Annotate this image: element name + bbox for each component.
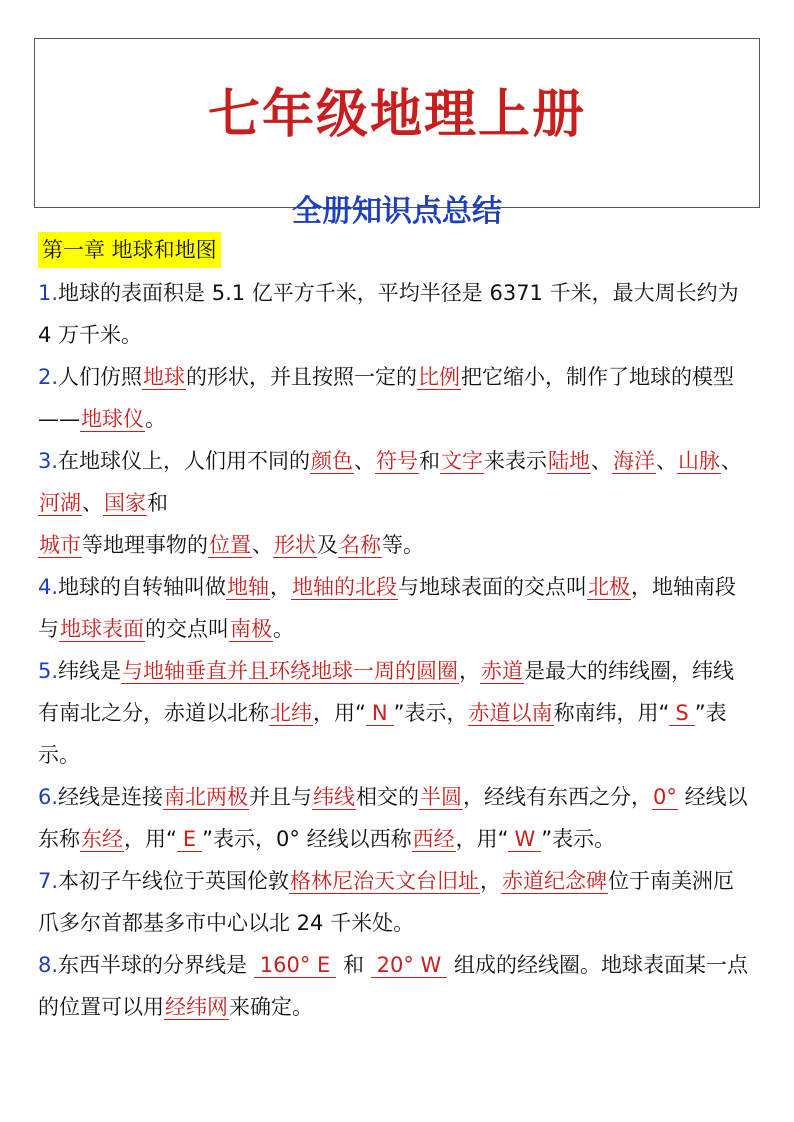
- item-number: 2.: [38, 365, 59, 389]
- answer-blank: 地球: [143, 365, 186, 389]
- answer-blank: 国家: [104, 491, 146, 515]
- item-text: 地球的表面积是 5.1 亿平方千米，平均半径是 6371 千米，最大周长约为 4 万千米。: [38, 281, 739, 347]
- item-text: ，: [459, 659, 481, 683]
- answer-blank: 与地轴垂直并且环绕地球一周的圆圈: [122, 659, 459, 683]
- answer-blank: 河湖: [39, 491, 81, 515]
- item-text: 、: [656, 449, 678, 473]
- item-text: 本初子午线位于英国伦敦: [58, 869, 290, 893]
- page-subtitle: 全册知识点总结: [292, 194, 502, 229]
- answer-blank: 符号: [376, 449, 419, 473]
- answer-blank: 地球表面: [60, 617, 144, 641]
- item-text: ，: [480, 869, 502, 893]
- answer-blank: 格林尼治天文台旧址: [290, 869, 480, 893]
- item-text: 和: [336, 953, 371, 977]
- item-number: 6.: [38, 785, 59, 809]
- title-box: [34, 38, 760, 229]
- item-number: 7.: [38, 869, 59, 893]
- item-text: 人们仿照: [58, 365, 143, 389]
- answer-blank: 山脉: [678, 449, 721, 473]
- item-number: 4.: [38, 575, 59, 599]
- item-text: ”表示，: [393, 701, 468, 725]
- knowledge-item: [38, 776, 754, 860]
- item-number: 5.: [38, 659, 59, 683]
- item-number: 8.: [38, 953, 59, 977]
- item-text: 、: [591, 449, 613, 473]
- item-text: 把它缩小，制作了地球的模型——: [38, 365, 735, 431]
- knowledge-item: [38, 944, 754, 1028]
- item-text: 地球的自转轴叫做: [58, 575, 227, 599]
- item-text: 称南纬，用“: [553, 701, 670, 725]
- item-text: 、: [82, 491, 103, 515]
- answer-blank: 形状: [274, 533, 316, 557]
- item-text: 。: [145, 407, 166, 431]
- item-text: ，用“: [313, 701, 366, 725]
- answer-blank: 经纬网: [165, 995, 228, 1019]
- item-text: ”表示，0° 经线以西称: [202, 827, 412, 851]
- item-text: 经线是连接: [58, 785, 164, 809]
- answer-blank: N: [366, 701, 394, 726]
- answer-blank: 地轴: [227, 575, 270, 599]
- answer-blank: 南极: [230, 617, 272, 641]
- item-text: 是最大的纬线圈，纬线有南北之分，赤道以北称: [38, 659, 735, 725]
- answer-blank: 纬线: [313, 785, 356, 809]
- item-text: 和: [147, 491, 168, 515]
- knowledge-item: [38, 440, 754, 566]
- item-text: 等。: [382, 533, 424, 557]
- item-text: 来确定。: [229, 995, 313, 1019]
- page-title: 七年级地理上册: [207, 84, 586, 145]
- knowledge-item: [38, 566, 754, 650]
- item-text: ”表示。: [541, 827, 616, 851]
- item-text: 位于南美洲厄爪多尔首都基多市中心以北 24 千米处。: [38, 869, 735, 935]
- knowledge-item: [38, 650, 754, 776]
- knowledge-list: [38, 272, 754, 1028]
- answer-blank: 地球仪: [81, 407, 144, 431]
- answer-blank: 北纬: [270, 701, 312, 725]
- item-text: 、: [252, 533, 273, 557]
- answer-blank: 比例: [418, 365, 461, 389]
- item-number: 1.: [38, 281, 59, 305]
- item-text: 相交的: [356, 785, 420, 809]
- answer-blank: 文字: [441, 449, 484, 473]
- item-number: 3.: [38, 449, 59, 473]
- item-text: 来表示: [484, 449, 548, 473]
- item-text: ”表示。: [38, 701, 727, 767]
- answer-blank: 赤道纪念碑: [502, 869, 608, 893]
- item-text: 组成的经线圈。地球表面某一点的位置可以用: [38, 953, 748, 1019]
- answer-blank: 颜色: [311, 449, 354, 473]
- answer-blank: 北极: [588, 575, 631, 599]
- item-text: 。: [273, 617, 294, 641]
- knowledge-item: [38, 272, 754, 356]
- answer-blank: 0°: [653, 785, 677, 809]
- item-text: ，经线有东西之分，: [463, 785, 653, 809]
- answer-blank: 东经: [81, 827, 123, 851]
- answer-blank: 南北两极: [164, 785, 249, 809]
- item-text: 并且与: [249, 785, 313, 809]
- answer-blank: 城市: [39, 533, 81, 557]
- answer-blank: 赤道: [481, 659, 524, 683]
- item-text: 纬线是: [58, 659, 122, 683]
- item-text: ，地轴南段与: [38, 575, 737, 641]
- answer-blank: 陆地: [548, 449, 591, 473]
- item-text: 、: [354, 449, 376, 473]
- item-text: 在地球仪上，人们用不同的: [58, 449, 311, 473]
- answer-blank: E: [177, 827, 202, 852]
- answer-blank: 赤道以南: [468, 701, 553, 725]
- answer-blank: 地轴的北段: [292, 575, 398, 599]
- answer-blank: S: [669, 701, 694, 726]
- item-text: 经线以东称: [38, 785, 748, 851]
- answer-blank: 160° E: [254, 953, 337, 978]
- item-text: 及: [317, 533, 338, 557]
- item-text: 等地理事物的: [82, 533, 208, 557]
- item-text: 和: [419, 449, 441, 473]
- answer-blank: 海洋: [613, 449, 656, 473]
- item-text: 东西半球的分界线是: [58, 953, 254, 977]
- item-text: 的交点叫: [145, 617, 229, 641]
- item-text: ，用“: [124, 827, 177, 851]
- item-text: 与地球表面的交点叫: [398, 575, 588, 599]
- answer-blank: W: [508, 827, 541, 852]
- item-text: 、: [721, 449, 743, 473]
- item-text: ，: [270, 575, 292, 599]
- chapter-heading: 第一章 地球和地图: [38, 232, 221, 268]
- answer-blank: 西经: [412, 827, 455, 851]
- answer-blank: 名称: [339, 533, 381, 557]
- answer-blank: 半圆: [420, 785, 463, 809]
- answer-blank: 位置: [209, 533, 251, 557]
- item-text: ，用“: [455, 827, 509, 851]
- knowledge-item: [38, 860, 754, 944]
- knowledge-item: [38, 356, 754, 440]
- answer-blank: 20° W: [371, 953, 448, 978]
- item-text: 的形状，并且按照一定的: [186, 365, 418, 389]
